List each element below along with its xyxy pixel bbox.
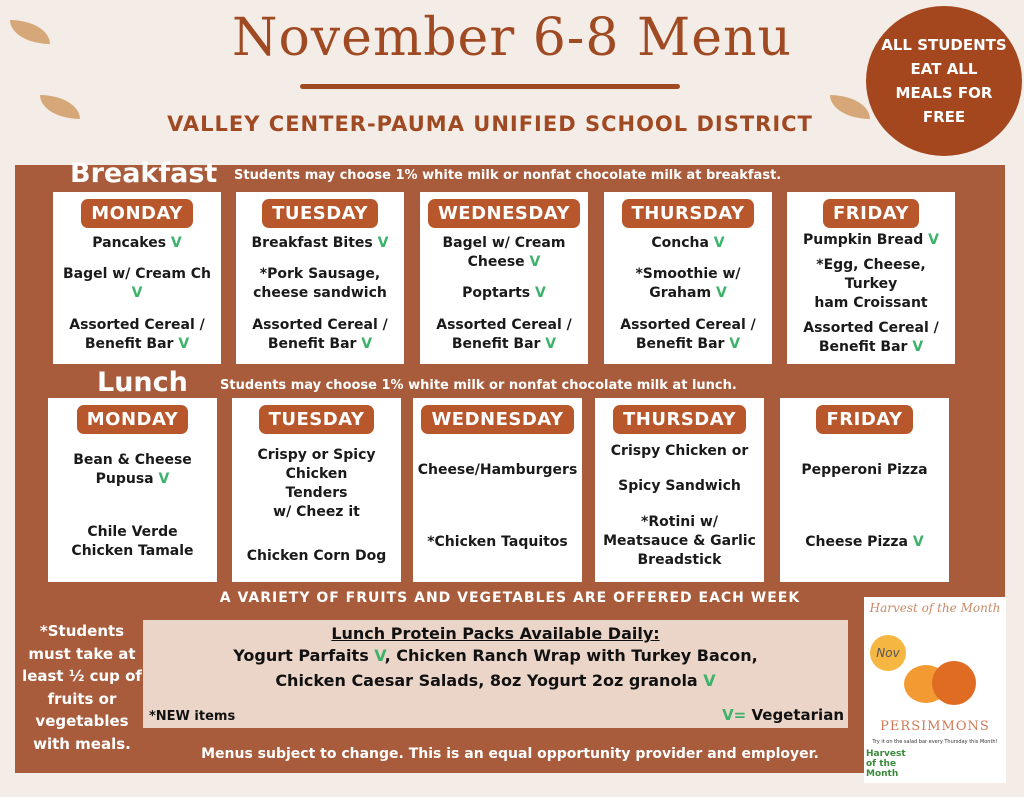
veg-mark: V: [131, 285, 143, 302]
new-items-note: *NEW items: [149, 709, 236, 724]
menu-item-text: Bagel w/ Cream Ch: [62, 266, 212, 283]
menu-item: [603, 513, 756, 570]
breakfast-card-tuesday: [236, 192, 404, 364]
lunch-card-thursday: [595, 398, 764, 582]
day-label: FRIDAY: [816, 405, 912, 434]
lunch-card-friday: [780, 398, 949, 582]
veg-mark: V: [529, 254, 541, 271]
lunch-milk-note: Students may choose 1% white milk or nonfat chocolate milk at lunch.: [220, 378, 737, 393]
menu-item-text: Bean & Cheese Pupusa: [73, 452, 192, 487]
day-label: TUESDAY: [262, 199, 378, 228]
menu-item-text: Cheese Pizza: [805, 533, 908, 550]
menu-item-text: Assorted Cereal / Benefit Bar: [69, 316, 205, 352]
menu-item: [418, 461, 578, 480]
veg-mark: V: [715, 285, 727, 302]
veg-mark: V: [361, 335, 373, 352]
menu-item-text: Pepperoni Pizza: [801, 461, 928, 478]
menu-item: [57, 234, 217, 253]
veg-mark: V: [377, 235, 389, 252]
menu-item-text: Crispy Chicken or: [610, 443, 749, 460]
menu-item: [57, 316, 217, 354]
day-label: THURSDAY: [613, 405, 746, 434]
day-label: MONDAY: [77, 405, 188, 434]
menu-item: [620, 234, 756, 253]
menu-items: [414, 434, 582, 582]
menu-item-text: Breakfast Bites: [251, 235, 373, 252]
menu-item: [791, 256, 951, 313]
day-label: THURSDAY: [622, 199, 755, 228]
pack-item: Yogurt Parfaits: [233, 646, 375, 665]
menu-item: [791, 231, 951, 250]
veg-mark: V: [912, 533, 924, 550]
students-note: *Students must take at least ½ cup of fruits or vegetables with meals.: [22, 622, 142, 753]
menu-item: [252, 265, 389, 303]
menu-item-text: Assorted Cereal / Benefit Bar: [252, 316, 388, 352]
veg-mark: V: [158, 471, 170, 487]
month-badge: Nov: [870, 635, 906, 671]
menu-item-text: Assorted Cereal / Benefit Bar: [620, 316, 756, 352]
harvest-title: Harvest of the Month: [869, 601, 1001, 615]
menu-items: [616, 228, 760, 364]
breakfast-card-wednesday: [420, 192, 588, 364]
page-title: November 6-8 Menu: [232, 8, 792, 68]
persimmon-icon: [932, 661, 976, 705]
district-name: VALLEY CENTER-PAUMA UNIFIED SCHOOL DISTRICT: [167, 112, 813, 136]
menu-items: [787, 228, 955, 364]
menu-item-text: Chicken Corn Dog: [246, 547, 387, 564]
menu-item-text: Cheese/Hamburgers: [417, 461, 578, 478]
menu-item: [620, 265, 756, 303]
menu-items: [599, 434, 760, 582]
protein-packs-heading: Lunch Protein Packs Available Daily:: [331, 624, 660, 643]
menu-item-text: *Rotini w/ Meatsauce & Garlic Breadstick: [603, 513, 756, 568]
veg-mark: V: [729, 335, 741, 352]
menu-item-text: Pancakes: [92, 235, 167, 252]
menu-item: [801, 461, 927, 480]
day-label: FRIDAY: [823, 199, 919, 228]
fruits-note: A VARIETY OF FRUITS AND VEGETABLES ARE OFFERED EACH WEEK: [219, 590, 801, 606]
day-label: MONDAY: [81, 199, 192, 228]
menu-item: [252, 234, 389, 253]
menu-item: [57, 265, 217, 303]
menu-item-text: Bagel w/ Cream Cheese: [442, 235, 566, 271]
menu-items: [243, 434, 391, 582]
menu-item: [418, 533, 578, 552]
lunch-heading: Lunch: [97, 367, 188, 398]
menu-item: [71, 451, 193, 489]
veg-mark: V: [535, 285, 546, 302]
veg-mark: V=: [722, 706, 747, 724]
breakfast-milk-note: Students may choose 1% white milk or nonfat chocolate milk at breakfast.: [234, 168, 782, 183]
veg-mark: V: [374, 646, 385, 665]
pack-item: Chicken Caesar Salads, 8oz Yogurt 2oz granola: [275, 671, 704, 690]
vegetarian-legend: [722, 706, 844, 724]
menu-items: [248, 228, 393, 364]
day-label: TUESDAY: [259, 405, 375, 434]
menu-item: [252, 316, 389, 354]
day-label: WEDNESDAY: [421, 405, 573, 434]
lunch-card-tuesday: [232, 398, 401, 582]
menu-item: [791, 319, 951, 357]
menu-item: [247, 446, 387, 522]
breakfast-card-thursday: [604, 192, 772, 364]
menu-item: [620, 316, 756, 354]
menu-item: [436, 234, 572, 272]
fruit-name: PERSIMMONS: [880, 719, 990, 734]
breakfast-heading: Breakfast: [70, 158, 218, 189]
menu-item: [436, 284, 572, 303]
menu-item: [247, 547, 387, 566]
menu-item-text: *Smoothie w/ Graham: [635, 266, 741, 302]
veg-mark: V: [912, 339, 924, 355]
veg-mark: V: [170, 235, 182, 252]
harvest-tagline: Try it on the salad bar every Thursday this Month!: [872, 739, 998, 745]
veg-mark: V: [703, 671, 716, 690]
menu-item-text: Spicy Sandwich: [618, 478, 741, 495]
menu-item: [801, 533, 927, 552]
veg-legend-label: Vegetarian: [746, 706, 844, 724]
veg-mark: V: [713, 235, 725, 252]
pack-item: , Chicken Ranch Wrap with Turkey Bacon,: [384, 646, 758, 665]
menu-item-text: Assorted Cereal / Benefit Bar: [803, 320, 939, 355]
harvest-of-month-poster: [864, 597, 1006, 783]
harvest-logo: Harvest of the Month: [866, 749, 906, 779]
protein-packs-box: [143, 620, 848, 728]
day-label: WEDNESDAY: [428, 199, 580, 228]
title-underline: [300, 84, 680, 89]
breakfast-card-friday: [787, 192, 955, 364]
menu-items: [432, 228, 576, 364]
menu-item: [71, 523, 193, 561]
menu-item-text: Pumpkin Bread: [802, 232, 924, 248]
menu-items: [53, 228, 221, 364]
menu-item-text: Crispy or Spicy Chicken Tenders w/ Cheez it: [257, 447, 376, 521]
menu-item-text: Poptarts: [462, 285, 531, 302]
menu-items: [797, 434, 931, 582]
veg-mark: V: [545, 335, 557, 352]
menu-item-text: Assorted Cereal / Benefit Bar: [436, 316, 572, 352]
menu-items: [67, 434, 197, 582]
menu-item: [603, 477, 756, 496]
menu-item-text: *Chicken Taquitos: [427, 533, 568, 550]
lunch-card-wednesday: [413, 398, 582, 582]
menu-item-text: Chile Verde Chicken Tamale: [71, 524, 194, 559]
menu-item-text: *Egg, Cheese, Turkey ham Croissant: [814, 257, 928, 311]
free-meals-badge: ALL STUDENTS EAT ALL MEALS FOR FREE: [866, 6, 1022, 156]
lunch-card-monday: [48, 398, 217, 582]
menu-item-text: Concha: [651, 235, 709, 252]
menu-item: [603, 442, 756, 461]
breakfast-card-monday: [53, 192, 221, 364]
menu-item-text: *Pork Sausage, cheese sandwich: [253, 266, 387, 302]
veg-mark: V: [178, 335, 190, 352]
veg-mark: V: [928, 232, 940, 248]
protein-packs-list: [143, 643, 848, 693]
menu-item: [436, 316, 572, 354]
footer-disclaimer: Menus subject to change. This is an equal opportunity provider and employer.: [201, 746, 819, 762]
